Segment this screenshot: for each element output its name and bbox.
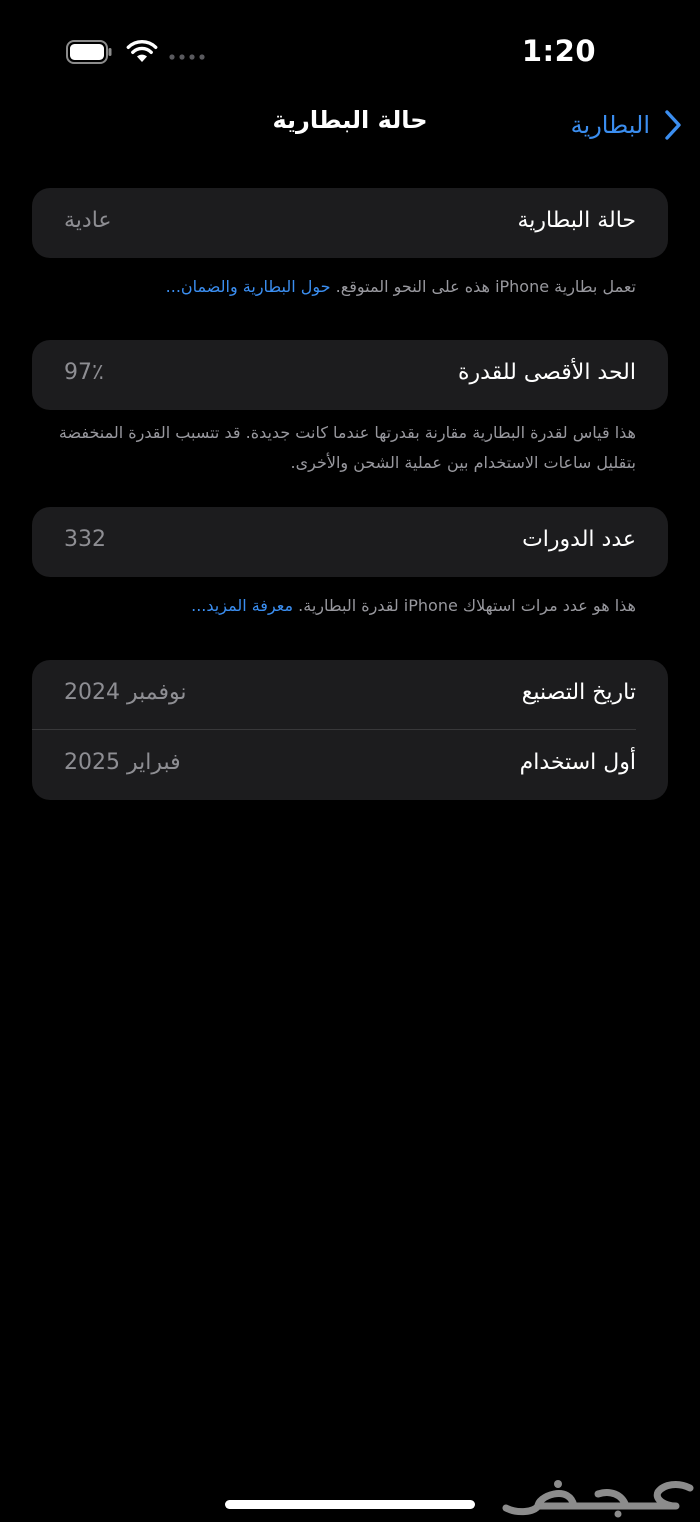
battery-health-value: عادية [64,208,112,233]
cellular-signal-icon [168,52,206,62]
maximum-capacity-row [32,340,668,410]
cycle-count-value: 332 [64,527,106,552]
back-button-label: البطارية [570,111,650,139]
learn-more-link[interactable]: معرفة المزيد... [191,596,294,615]
battery-health-group [32,188,668,258]
back-button[interactable] [571,104,682,146]
maximum-capacity-label: الحد الأقصى للقدرة [458,360,636,385]
battery-icon [66,40,112,64]
chevron-right-icon [664,109,682,141]
wifi-icon [126,38,158,64]
manufacture-date-row [32,660,668,730]
cycle-count-footer [48,591,636,621]
status-bar [0,0,700,100]
maximum-capacity-group [32,340,668,410]
cycle-count-group [32,507,668,577]
status-time: 1:20 [521,34,596,68]
manufacture-date-value: نوفمبر 2024 [64,680,187,705]
page-title: حالة البطارية [272,106,428,134]
cycle-count-footer-text: هذا هو عدد مرات استهلاك iPhone لقدرة البطارية. [293,596,636,615]
manufacture-date-label: تاريخ التصنيع [521,680,636,705]
maximum-capacity-value: 97٪ [64,360,104,385]
cycle-count-label: عدد الدورات [522,527,636,552]
first-use-label: أول استخدام [519,750,636,775]
battery-health-row [32,188,668,258]
haraj-watermark-logo [498,1476,696,1518]
battery-health-label: حالة البطارية [517,208,636,233]
battery-health-footer-text: تعمل بطارية iPhone هذه على النحو المتوقع. [330,277,636,296]
maximum-capacity-footer [48,418,636,478]
maximum-capacity-footer-text: هذا قياس لقدرة البطارية مقارنة بقدرتها عندما كانت جديدة. قد تتسبب القدرة المنخفضة بتقليل ساعات الاستخدام بين عملية الشحن والأخرى. [58,423,636,472]
battery-dates-group [32,660,668,800]
first-use-value: فبراير 2025 [64,750,181,775]
home-indicator[interactable] [225,1500,475,1509]
navigation-bar [0,100,700,150]
battery-health-footer [48,272,636,302]
battery-warranty-link[interactable]: حول البطارية والضمان... [165,277,331,296]
cycle-count-row [32,507,668,577]
first-use-row [32,730,668,800]
